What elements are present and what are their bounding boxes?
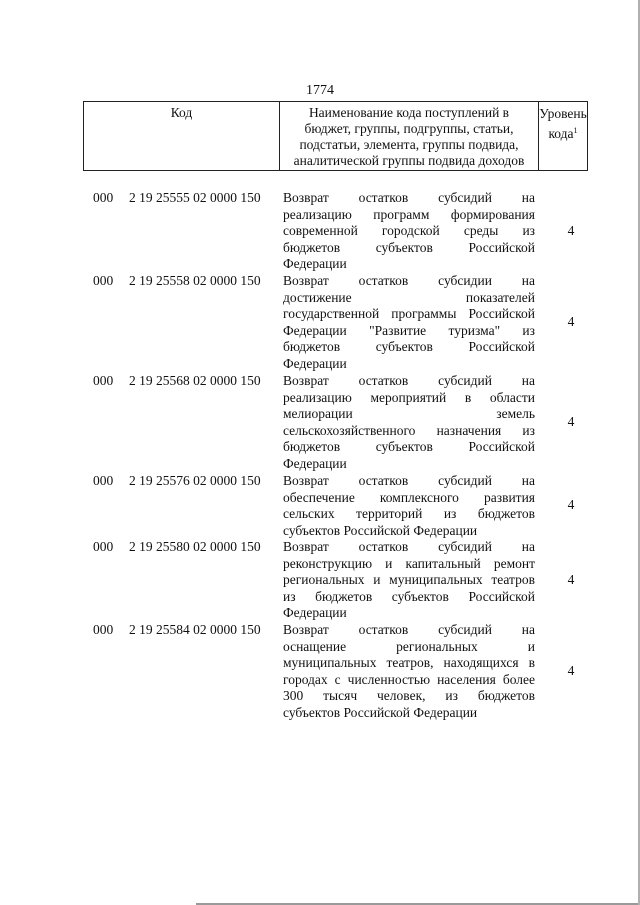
code-level: 4 bbox=[567, 572, 575, 587]
admin-code: 000 bbox=[93, 539, 114, 554]
header-name-line: аналитической группы подвида доходов bbox=[293, 153, 525, 168]
footnote-marker: 1 bbox=[573, 126, 578, 135]
header-code-cell bbox=[84, 102, 280, 170]
name-line: Возврат остатков субсидии на bbox=[283, 273, 535, 288]
name-line: оснащение региональных и bbox=[283, 638, 535, 654]
revenue-code: 2 19 25568 02 0000 150 bbox=[129, 373, 261, 388]
page-number: 1774 bbox=[306, 83, 334, 98]
header-code-label: Код bbox=[170, 105, 193, 120]
revenue-code: 2 19 25584 02 0000 150 bbox=[129, 622, 261, 637]
name-line: мелиорации земель bbox=[283, 406, 535, 422]
name-line: современной городской среды из bbox=[283, 223, 535, 239]
admin-code: 000 bbox=[93, 190, 114, 205]
name-line: Возврат остатков субсидий на bbox=[283, 539, 535, 554]
name-line: бюджетов субъектов Российской bbox=[283, 339, 535, 355]
header-name-cell bbox=[280, 102, 539, 170]
name-line: Возврат остатков субсидий на bbox=[283, 190, 535, 205]
name-line: Федерации bbox=[283, 256, 347, 272]
name-line: Возврат остатков субсидий на bbox=[283, 373, 535, 388]
revenue-name bbox=[283, 190, 535, 273]
code-level: 4 bbox=[567, 663, 575, 678]
name-line: реализацию мероприятий в области bbox=[283, 389, 535, 405]
code-level: 4 bbox=[567, 414, 575, 429]
header-level-line: Уровень bbox=[539, 106, 587, 121]
name-line: Возврат остатков субсидий на bbox=[283, 622, 535, 637]
name-line: бюджетов субъектов Российской bbox=[283, 239, 535, 255]
name-line: Федерации bbox=[283, 355, 347, 371]
name-line: обеспечение комплексного развития bbox=[283, 489, 535, 505]
code-level: 4 bbox=[567, 314, 575, 329]
admin-code: 000 bbox=[93, 473, 114, 488]
name-line: муниципальных театров, находящихся в bbox=[283, 655, 535, 671]
name-line: Федерации bbox=[283, 455, 347, 471]
header-level-line bbox=[539, 122, 587, 142]
name-line: из бюджетов субъектов Российской bbox=[283, 588, 535, 604]
revenue-code: 2 19 25580 02 0000 150 bbox=[129, 539, 261, 554]
table-header bbox=[83, 101, 588, 171]
code-level: 4 bbox=[567, 223, 575, 238]
revenue-code: 2 19 25555 02 0000 150 bbox=[129, 190, 261, 205]
name-line: городах с численностью населения более bbox=[283, 671, 535, 687]
admin-code: 000 bbox=[93, 273, 114, 288]
name-line: субъектов Российской Федерации bbox=[283, 704, 478, 720]
name-line: сельскохозяйственного назначения из bbox=[283, 422, 535, 438]
header-name-line: подстатьи, элемента, группы подвида, bbox=[299, 137, 519, 152]
name-line: реконструкцию и капитальный ремонт bbox=[283, 555, 535, 571]
name-line: достижение показателей bbox=[283, 289, 535, 305]
header-name-line: Наименование кода поступлений в bbox=[308, 105, 510, 120]
name-line: региональных и муниципальных театров bbox=[283, 572, 535, 588]
revenue-code: 2 19 25558 02 0000 150 bbox=[129, 273, 261, 288]
name-line: Возврат остатков субсидий на bbox=[283, 473, 535, 488]
header-name-line: бюджет, группы, подгруппы, статьи, bbox=[304, 121, 514, 136]
revenue-code: 2 19 25576 02 0000 150 bbox=[129, 473, 261, 488]
revenue-name bbox=[283, 373, 535, 473]
name-line: государственной программы Российской bbox=[283, 306, 535, 322]
header-level-cell bbox=[539, 102, 587, 170]
name-line: субъектов Российской Федерации bbox=[283, 522, 478, 538]
name-line: сельских территорий из бюджетов bbox=[283, 506, 535, 522]
name-line: 300 тысяч человек, из бюджетов bbox=[283, 688, 535, 704]
admin-code: 000 bbox=[93, 373, 114, 388]
code-level: 4 bbox=[567, 497, 575, 512]
name-line: Федерации "Развитие туризма" из bbox=[283, 322, 535, 338]
header-level-word: кода bbox=[548, 126, 574, 141]
revenue-name bbox=[283, 273, 535, 373]
revenue-name bbox=[283, 622, 535, 722]
name-line: бюджетов субъектов Российской bbox=[283, 439, 535, 455]
name-line: реализацию программ формирования bbox=[283, 206, 535, 222]
name-line: Федерации bbox=[283, 605, 347, 621]
revenue-name bbox=[283, 473, 535, 539]
admin-code: 000 bbox=[93, 622, 114, 637]
revenue-name bbox=[283, 539, 535, 622]
